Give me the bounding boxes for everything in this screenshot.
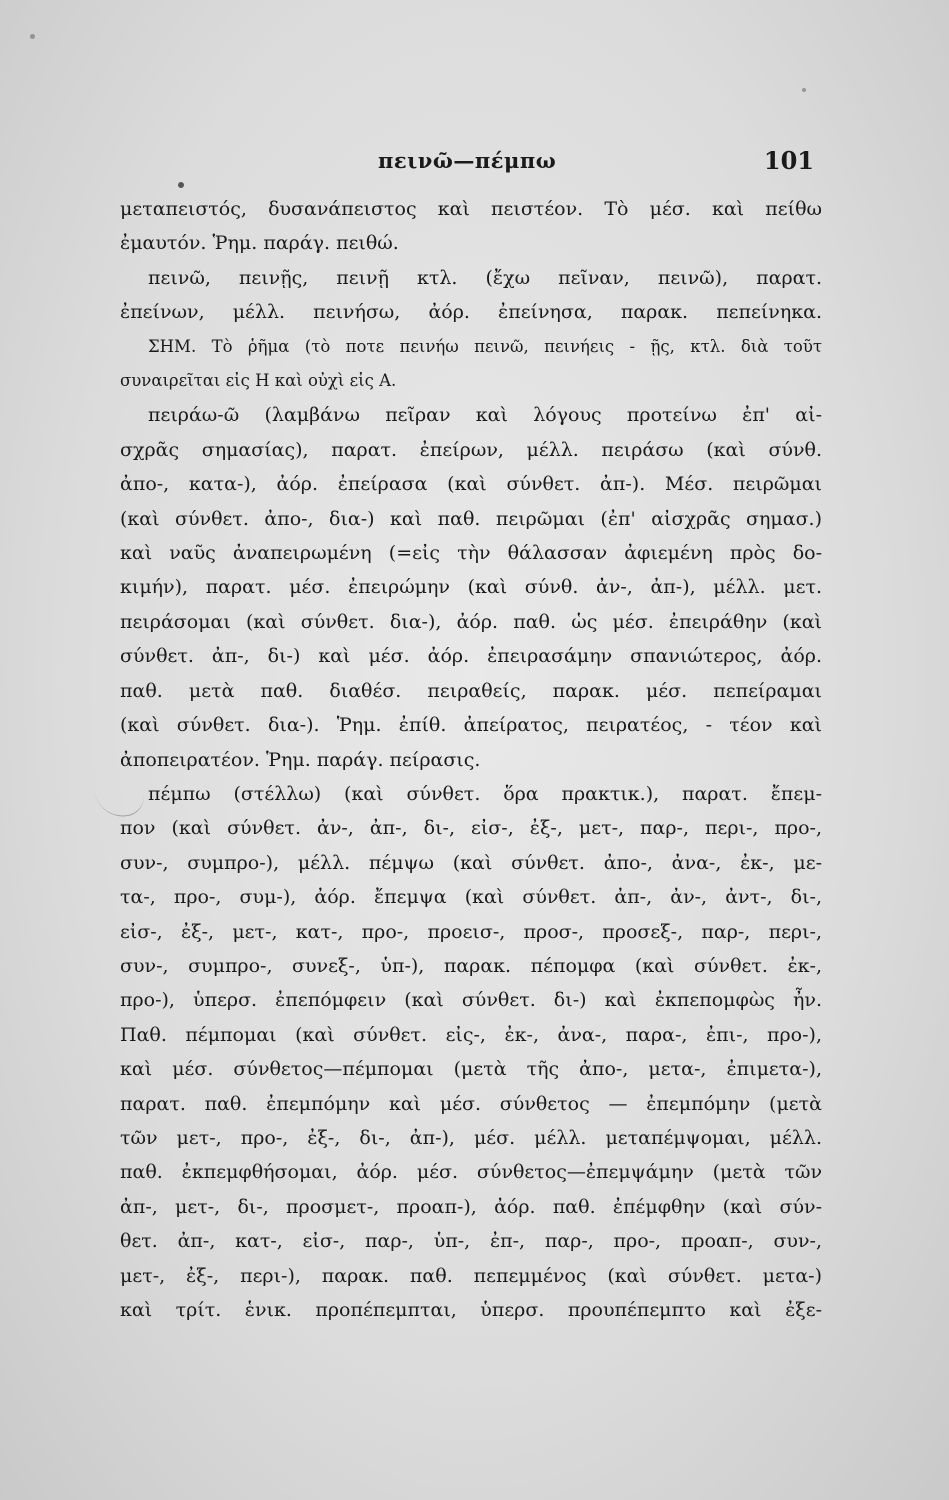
text-line: μετ-, ἐξ-, περι-), παρακ. παθ. πεπεμμένος (καὶ σύνθετ. μετα-) xyxy=(120,1264,822,1287)
text-line: ἀπο-, κατα-), ἀόρ. ἐπείρασα (καὶ σύνθετ. ἀπ-). Μέσ. πειρῶμαι xyxy=(120,473,822,496)
text-line: παρατ. παθ. ἐπεμπόμην καὶ μέσ. σύνθετος — ἐπεμπόμην (μετὰ xyxy=(120,1092,822,1115)
text-line: ἀποπειρατέον. Ῥημ. παράγ. πείρασις. xyxy=(120,748,481,771)
text-line: καὶ μέσ. σύνθετος—πέμπομαι (μετὰ τῆς ἀπο-, μετα-, ἐπιμετα-), xyxy=(120,1058,822,1081)
entry-line: πεινῶ, πεινῇς, πεινῇ κτλ. (ἔχω πεῖναν, πεινῶ), παρατ. xyxy=(148,266,822,289)
text-line: συν-, συμπρο-, συνεξ-, ὑπ-), παρακ. πέπομφα (καὶ σύνθετ. ἐκ-, xyxy=(120,954,822,977)
entry-line: πέμπω (στέλλω) (καὶ σύνθετ. ὅρα πρακτικ.), παρατ. ἔπεμ- xyxy=(148,782,822,805)
text-line: (καὶ σύνθετ. ἀπο-, δια-) καὶ παθ. πειρῶμαι (ἐπ' αἰσχρᾶς σημασ.) xyxy=(120,507,822,530)
text-line: σύνθετ. ἀπ-, δι-) καὶ μέσ. ἀόρ. ἐπειρασάμην σπανιώτερος, ἀόρ. xyxy=(120,645,822,668)
page-number: 101 xyxy=(763,146,814,175)
text-line: εἰσ-, ἐξ-, μετ-, κατ-, προ-, προεισ-, προσ-, προσεξ-, παρ-, περι-, xyxy=(120,920,822,943)
text-line: καὶ τρίτ. ἑνικ. προπέπεμπται, ὑπερσ. προυπέπεμπτο καὶ ἐξε- xyxy=(120,1299,822,1321)
entry-line: πειράω-ῶ (λαμβάνω πεῖραν καὶ λόγους προτείνω ἐπ' αἰ- xyxy=(148,404,822,427)
text-line: σχρᾶς σημασίας), παρατ. ἐπείρων, μέλλ. πειράσω (καὶ σύνθ. xyxy=(120,438,822,461)
note-line: ΣΗΜ. Τὸ ῥῆμα (τὸ ποτε πεινήω πεινῶ, πεινήεις - ῇς, κτλ. διὰ τοῦτ xyxy=(148,336,822,356)
text-line: παθ. μετὰ παθ. διαθέσ. πειραθείς, παρακ. μέσ. πεπείραμαι xyxy=(120,679,822,702)
text-line: προ-), ὑπερσ. ἐπεπόμφειν (καὶ σύνθετ. δι-) καὶ ἐκπεπομφὼς ἦν. xyxy=(120,989,822,1012)
ink-speck xyxy=(30,34,35,39)
text-line: θετ. ἀπ-, κατ-, εἰσ-, παρ-, ὑπ-, ἐπ-, παρ-, προ-, προαπ-, συν-, xyxy=(120,1230,822,1253)
running-head: πεινῶ—πέμπω xyxy=(378,148,557,173)
dictionary-text xyxy=(120,192,822,1327)
page-header xyxy=(130,148,820,178)
text-line: ἐπείνων, μέλλ. πεινήσω, ἀόρ. ἐπείνησα, παρακ. πεπείνηκα. xyxy=(120,301,822,324)
text-line: (καὶ σύνθετ. δια-). Ῥημ. ἐπίθ. ἀπείρατος, πειρατέος, - τέον καὶ xyxy=(120,714,822,737)
note-line: συναιρεῖται εἰς Η καὶ οὐχὶ εἰς Α. xyxy=(120,371,397,391)
text-line: συν-, συμπρο-), μέλλ. πέμψω (καὶ σύνθετ. ἀπο-, ἀνα-, ἐκ-, με- xyxy=(120,851,822,874)
ink-speck xyxy=(178,182,184,188)
text-line: τῶν μετ-, προ-, ἐξ-, δι-, ἀπ-), μέσ. μέλλ. μεταπέμψομαι, μέλλ. xyxy=(120,1126,822,1149)
text-line: πον (καὶ σύνθετ. ἀν-, ἀπ-, δι-, εἰσ-, ἐξ-, μετ-, παρ-, περι-, προ-, xyxy=(120,817,822,840)
text-line: καὶ ναῦς ἀναπειρωμένη (=εἰς τὴν θάλασσαν ἀφιεμένη πρὸς δο- xyxy=(120,542,822,565)
text-line: ἐμαυτόν. Ῥημ. παράγ. πειθώ. xyxy=(120,232,399,255)
text-line: μεταπειστός, δυσανάπειστος καὶ πειστέον. Τὸ μέσ. καὶ πείθω xyxy=(120,198,822,220)
text-line: πειράσομαι (καὶ σύνθετ. δια-), ἀόρ. παθ. ὡς μέσ. ἐπειράθην (καὶ xyxy=(120,610,822,633)
ink-speck xyxy=(802,88,806,92)
text-line: κιμήν), παρατ. μέσ. ἐπειρώμην (καὶ σύνθ. ἀν-, ἀπ-), μέλλ. μετ. xyxy=(120,576,822,599)
text-line: τα-, προ-, συμ-), ἀόρ. ἔπεμψα (καὶ σύνθετ. ἀπ-, ἀν-, ἀντ-, δι-, xyxy=(120,886,822,909)
text-line: Παθ. πέμπομαι (καὶ σύνθετ. εἰς-, ἐκ-, ἀνα-, παρα-, ἐπι-, προ-), xyxy=(120,1023,822,1046)
text-line: ἀπ-, μετ-, δι-, προσμετ-, προαπ-), ἀόρ. παθ. ἐπέμφθην (καὶ σύν- xyxy=(120,1195,822,1218)
text-line: παθ. ἐκπεμφθήσομαι, ἀόρ. μέσ. σύνθετος—ἐπεμψάμην (μετὰ τῶν xyxy=(120,1161,822,1184)
